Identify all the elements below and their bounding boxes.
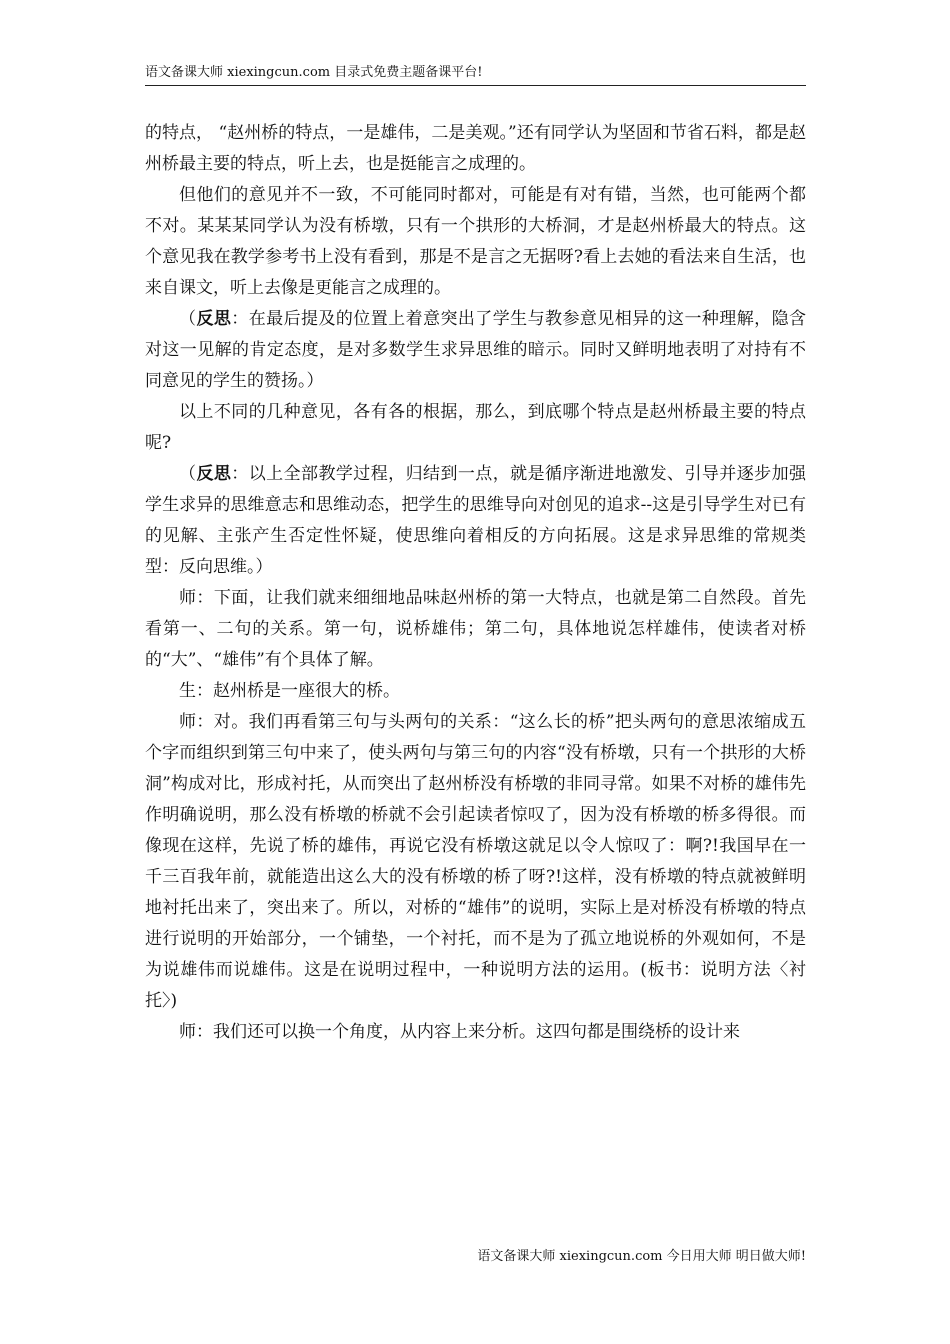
reflection-paragraph	[145, 304, 806, 397]
paragraph: 师：对。我们再看第三句与头两句的关系：“这么长的桥”把头两句的意思浓缩成五个字而组织到第三句中来了，使头两句与第三句的内容“没有桥墩，只有一个拱形的大桥洞”构成对比，形成衬托，从而突出了赵州桥没有桥墩的非同寻常。如果不对桥的雄伟先作明确说明，那么没有桥墩的桥就不会引起读者惊叹了，因为没有桥墩的桥多得很。而像现在这样，先说了桥的雄伟，再说它没有桥墩这就足以令人惊叹了：啊?!我国早在一千三百我年前，就能造出这么大的没有桥墩的桥了呀?!这样，没有桥墩的特点就被鲜明地衬托出来了，突出来了。所以，对桥的“雄伟”的说明，实际上是对桥没有桥墩的特点进行说明的开始部分，一个铺垫，一个衬托，而不是为了孤立地说桥的外观如何，不是为说雄伟而说雄伟。这是在说明过程中，一种说明方法的运用。(板书：说明方法〈衬托〉)	[145, 712, 806, 1011]
paragraph: 生：赵州桥是一座很大的桥。	[179, 681, 400, 701]
page-footer: 语文备课大师 xiexingcun.com 今日用大师 明日做大师!	[477, 1249, 806, 1264]
page-header: 语文备课大师 xiexingcun.com 目录式免费主题备课平台!	[145, 65, 483, 80]
header-divider	[145, 85, 806, 86]
document-body	[145, 118, 806, 1048]
paragraph: 但他们的意见并不一致，不可能同时都对，可能是有对有错，当然，也可能两个都不对。某某某同学认为没有桥墩，只有一个拱形的大桥洞，才是赵州桥最大的特点。这个意见我在教学参考书上没有看到，那是不是言之无据呀?看上去她的看法来自生活，也来自课文，听上去像是更能言之成理的。	[145, 185, 806, 298]
reflection-label: 反思	[196, 309, 232, 329]
paragraph: 以上不同的几种意见，各有各的根据，那么，到底哪个特点是赵州桥最主要的特点呢?	[145, 402, 806, 453]
paragraph: 的特点， “赵州桥的特点，一是雄伟，二是美观。”还有同学认为坚固和节省石料，都是赵州桥最主要的特点，听上去，也是挺能言之成理的。	[145, 123, 806, 174]
paragraph: 师：我们还可以换一个角度，从内容上来分析。这四句都是围绕桥的设计来	[179, 1022, 740, 1042]
reflection-text: ：在最后提及的位置上着意突出了学生与教参意见相异的这一种理解，隐含对这一见解的肯定态度，是对多数学生求异思维的暗示。同时又鲜明地表明了对持有不同意见的学生的赞扬。）	[145, 309, 807, 391]
reflection-label: 反思	[196, 464, 232, 484]
reflection-paragraph	[145, 459, 806, 583]
paren-open: （	[179, 464, 197, 484]
reflection-text: ：以上全部教学过程，归结到一点，就是循序渐进地激发、引导并逐步加强学生求异的思维意志和思维动态，把学生的思维导向对创见的追求--这是引导学生对已有的见解、主张产生否定性怀疑，使思维向着相反的方向拓展。这是求异思维的常规类型：反向思维。）	[145, 464, 807, 577]
paren-open: （	[179, 309, 197, 329]
paragraph: 师：下面，让我们就来细细地品味赵州桥的第一大特点，也就是第二自然段。首先看第一、二句的关系。第一句，说桥雄伟；第二句，具体地说怎样雄伟，使读者对桥的“大”、“雄伟”有个具体了解。	[145, 588, 806, 670]
